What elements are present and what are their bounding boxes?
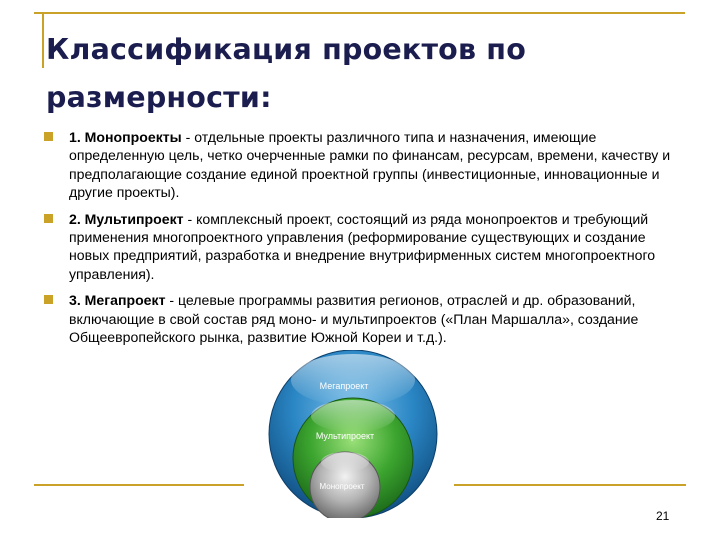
slide-title: Классификация проектов по размерности:	[46, 33, 526, 114]
bullet-label: 1. Монопроекты	[69, 129, 182, 145]
middle-label: Мультипроект	[315, 431, 375, 441]
top-frame-line	[34, 12, 685, 14]
page-number: 21	[656, 509, 670, 523]
bullet-text: - отдельные проекты различного типа и назначения, имеющие определенную цель, четко очерченные рамки по финансам, ресурсам, времени, качеству и предполагающие создание единой проектной группы (инвестиционные, инновационные и другие проекты).	[69, 129, 671, 200]
nested-circles-diagram	[246, 350, 460, 518]
bottom-rule-right	[454, 484, 686, 486]
square-bullet-icon	[44, 214, 53, 223]
bullet-label: 2. Мультипроект	[69, 210, 184, 227]
bullet-multiproject	[44, 210, 674, 283]
square-bullet-icon	[44, 295, 53, 304]
middle-gloss	[311, 400, 395, 432]
inner-label: Монопроект	[319, 482, 365, 491]
bullet-megaproject	[44, 291, 674, 346]
bullet-text: - целевые программы развития регионов, отраслей и др. образований, включающие в свой состав ряд моно- и мультипроектов («План Маршалла», создание Общеевропейского рынка, развитие Южной Кореи и т.д.).	[69, 292, 639, 345]
bullet-monoproject	[44, 128, 674, 201]
inner-gloss	[321, 452, 369, 472]
bullet-label: 3. Мегапроект	[69, 292, 166, 309]
left-frame-line	[42, 12, 44, 68]
square-bullet-icon	[44, 132, 53, 141]
bullet-list	[44, 128, 674, 355]
bullet-text: - комплексный проект, состоящий из ряда монопроектов и требующий применения многопроектного управления (реформирование существующих и создание новых предприятий, разработка и внедрение внутрифирменных систем многопроектного управления).	[69, 210, 656, 282]
outer-label: Мегапроект	[319, 381, 369, 391]
bottom-rule-left	[34, 484, 244, 486]
